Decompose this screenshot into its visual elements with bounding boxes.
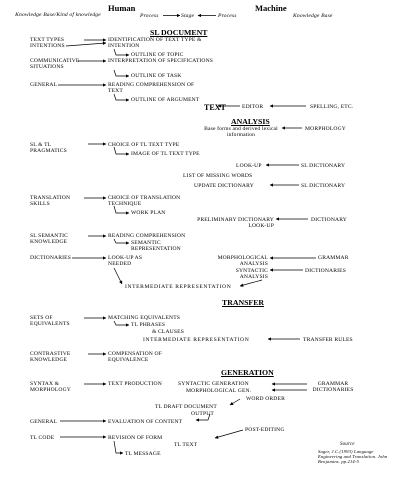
arrow-image-tl [114,147,129,154]
stage-label: Stage [181,13,195,19]
list-missing-words-label: LIST OF MISSING WORDS [183,173,253,179]
look-up-label: LOOK-UP [236,163,262,169]
look-up-as-needed-label: LOOK-UP AS NEEDED [108,255,143,267]
arrow-tl-phrases [114,321,129,325]
human-heading: Human [108,3,136,13]
syntax-morphology-label: SYNTAX & MORPHOLOGY [30,381,71,393]
semantic-representation-label: SEMANTIC REPRESENTATION [131,240,181,252]
contrastive-knowledge-label: CONTRASTIVE KNOWLEDGE [30,351,71,363]
text-production-label: TEXT PRODUCTION [108,381,162,387]
communicative-situations-label: COMMUNICATIVE SITUATIONS [30,58,80,70]
generation-heading: GENERATION [221,368,274,377]
grammar-dictionaries-label: GRAMMAR DICTIONARIES [312,381,354,393]
reading-comprehension-label: READING COMPREHENSION [108,233,186,239]
morphological-gen-label: MORPHOLOGICAL GEN. [186,388,252,394]
grammar-label: GRAMMAR [318,255,349,261]
tl-message-label: TL MESSAGE [125,451,161,457]
arrow-output [196,414,210,420]
choice-translation-technique-label: CHOICE OF TRANSLATION TECHNIQUE [108,195,181,207]
arrow-outline-task [114,70,129,76]
arrow-work-plan [114,206,129,213]
intermediate-representation-analysis-label: INTERMEDIATE REPRESENTATION [125,284,232,290]
transfer-rules-label: TRANSFER RULES [303,337,353,343]
morphological-analysis-label: MORPHOLOGICAL ANALYSIS [217,255,268,267]
arrow-to-tl-draft [230,399,240,405]
dictionaries-right-label: DICTIONARIES [305,268,346,274]
image-tl-text-type-label: IMAGE OF TL TEXT TYPE [131,151,200,157]
transfer-heading: TRANSFER [222,298,265,307]
sets-of-equivalents-label: SETS OF EQUIVALENTS [30,315,70,327]
intermediate-representation-transfer-label: INTERMEDIATE REPRESENTATION [143,337,250,343]
choice-tl-text-type-label: CHOICE OF TL TEXT TYPE [108,142,180,148]
arrow-syntactic-to-ir [240,280,262,286]
source-citation: Sager, J.C.(1993) Language Engineering and Translation. John Benjamins. pp.214-5 [318,449,388,465]
arrow-outline-argument [114,94,129,100]
arrow-post-editing [215,430,243,438]
matching-equivalents-label: MATCHING EQUIVALENTS [108,315,181,321]
arrow-semantic-rep [114,239,129,243]
text-stage-heading: TEXT [204,103,226,112]
spelling-label: SPELLING, ETC. [310,104,354,110]
knowledge-base-right-label: Knowledge Base [293,13,333,19]
intention-label: INTENTION [108,43,140,49]
outline-task-label: OUTLINE OF TASK [131,73,182,79]
base-forms-label: Base forms and derived lexical information [204,126,278,138]
tl-text-label: TL TEXT [174,442,198,448]
process-right-label: Process [218,13,237,19]
machine-heading: Machine [255,3,287,13]
arrow-intentions [66,43,106,46]
preliminary-lookup-label: PRELIMINARY DICTIONARY LOOK-UP [197,217,274,229]
editor-label: EDITOR [242,104,264,110]
clauses-label: & CLAUSES [152,329,184,335]
arrow-tl-message [114,441,123,453]
syntactic-generation-label: SYNTACTIC GENERATION [178,381,249,387]
arrow-outline-topic [114,49,129,55]
post-editing-label: POST-EDITING [245,427,285,433]
compensation-label: COMPENSATION OF EQUIVALENCE [108,351,162,363]
source-label: Source [340,442,355,447]
analysis-heading: ANALYSIS [231,117,270,126]
sl-tl-pragmatics-label: SL & TL PRAGMATICS [30,142,67,154]
identification-label: IDENTIFICATION OF TEXT TYPE & [108,37,202,43]
general-generation-label: GENERAL [30,419,58,425]
tl-draft-document-label: TL DRAFT DOCUMENT [155,404,217,410]
arrow-look-up-to-ir [114,268,122,284]
tl-code-label: TL CODE [30,435,55,441]
sl-dictionary-2-label: SL DICTIONARY [301,183,346,189]
sl-dictionary-1-label: SL DICTIONARY [301,163,346,169]
dictionary-label: DICTIONARY [311,217,347,223]
interpretation-label: INTERPRETATION OF SPECIFICATIONS [108,58,214,64]
sl-document-heading: SL DOCUMENT [150,28,208,37]
text-types-label: TEXT TYPES [30,37,65,43]
morphology-label: MORPHOLOGY [305,126,346,132]
knowledge-base-kind-label: Knowledge Base/Kind of knowledge [15,12,101,18]
sl-semantic-knowledge-label: SL SEMANTIC KNOWLEDGE [30,233,68,245]
general-label: GENERAL [30,82,58,88]
syntactic-analysis-label: SYNTACTIC ANALYSIS [235,268,268,280]
evaluation-label: EVALUATION OF CONTENT [108,419,183,425]
output-label: OUTPUT [191,411,214,417]
tl-phrases-label: TL PHRASES [131,322,166,328]
dictionaries-left-label: DICTIONARIES [30,255,71,261]
update-dictionary-label: UPDATE DICTIONARY [194,183,254,189]
intentions-label: INTENTIONS [30,43,65,49]
translation-skills-label: TRANSLATION SKILLS [30,195,71,207]
work-plan-label: WORK PLAN [131,210,166,216]
process-left-label: Process [140,13,159,19]
outline-argument-label: OUTLINE OF ARGUMENT [131,97,200,103]
word-order-label: WORD ORDER [246,396,285,402]
revision-of-form-label: REVISION OF FORM [108,435,163,441]
outline-topic-label: OUTLINE OF TOPIC [131,52,184,58]
reading-comprehension-text-label: READING COMPREHENSION OF TEXT [108,82,195,94]
